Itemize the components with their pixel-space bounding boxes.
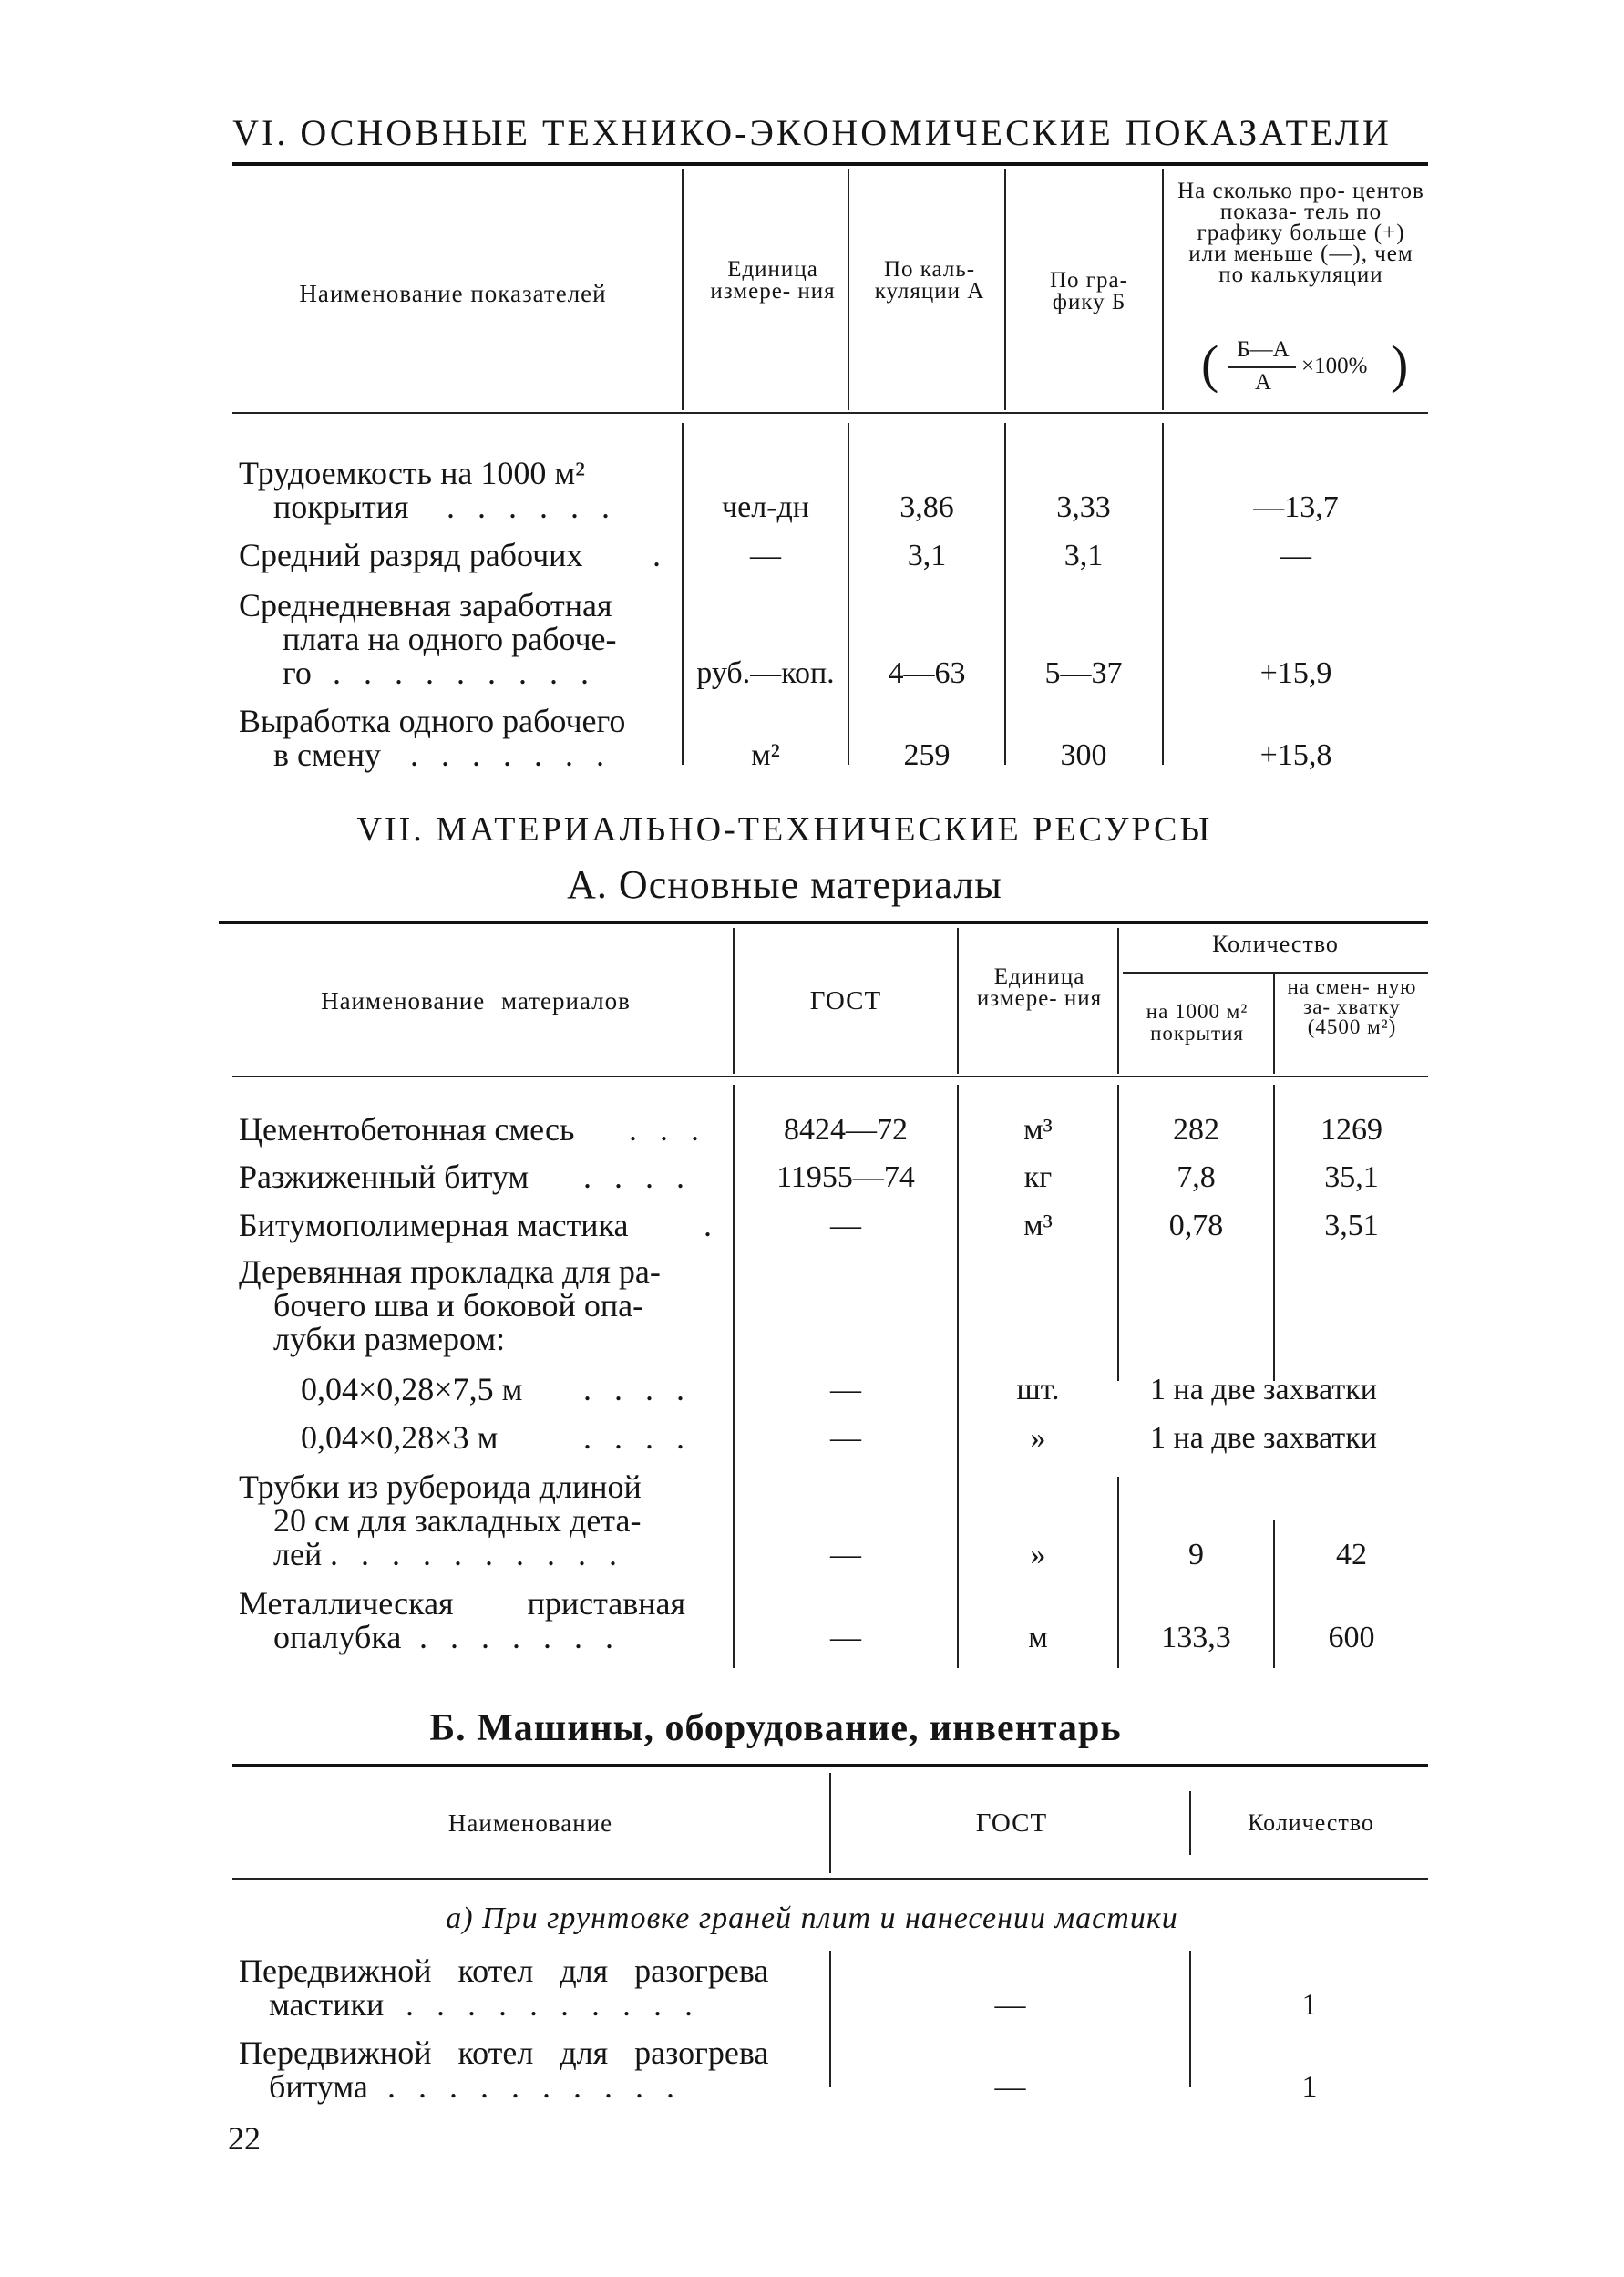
material-unit: шт. bbox=[1016, 1373, 1060, 1406]
table1-header-rule bbox=[232, 412, 1428, 414]
material-gost: 8424—72 bbox=[784, 1113, 908, 1147]
formula-numerator: Б—А bbox=[1237, 337, 1290, 362]
material-qty-span: 1 на две захватки bbox=[1150, 1373, 1377, 1406]
leader-dots: . . . . . . . . . . bbox=[330, 1536, 624, 1572]
material-unit: » bbox=[1030, 1421, 1046, 1455]
table1-vline-4b bbox=[1162, 423, 1164, 765]
row-value-b: 3,1 bbox=[1064, 539, 1104, 572]
material-name-line1: Металлическая приставная bbox=[239, 1585, 686, 1622]
material-name-line1: Трубки из рубероида длиной bbox=[239, 1468, 642, 1505]
leader-dots: . . . . . . . bbox=[419, 1619, 621, 1655]
section7-title: VII. МАТЕРИАЛЬНО-ТЕХНИЧЕСКИЕ РЕСУРСЫ bbox=[356, 810, 1213, 849]
equipment-qty: 1 bbox=[1301, 2070, 1318, 2104]
material-gost: — bbox=[830, 1209, 861, 1242]
equipment-name-line2: мастики bbox=[269, 1986, 385, 2023]
table3-header-name: Наименование bbox=[447, 1809, 613, 1837]
material-qty1000: 7,8 bbox=[1177, 1160, 1216, 1194]
section7-subtitle-a: А. Основные материалы bbox=[567, 862, 1002, 907]
material-gost: — bbox=[830, 1373, 861, 1406]
table1-vline-4 bbox=[1162, 169, 1164, 410]
formula-denominator: А bbox=[1254, 370, 1272, 395]
row-unit: м² bbox=[751, 738, 780, 772]
table2-vline-2 bbox=[957, 928, 959, 1074]
table1-header-graph: По гра- фику Б bbox=[1050, 268, 1128, 314]
leader-dots: . bbox=[653, 537, 668, 573]
material-qtyshift: 42 bbox=[1336, 1538, 1367, 1571]
material-name: Цементобетонная смесь bbox=[239, 1111, 575, 1148]
material-qtyshift: 600 bbox=[1328, 1621, 1375, 1654]
row-unit: чел-дн bbox=[722, 490, 809, 524]
leader-dots: . . . . . . . . . bbox=[333, 654, 596, 691]
material-name: 0,04×0,28×3 м bbox=[301, 1419, 499, 1456]
leader-dots: . . . . . . bbox=[447, 489, 617, 525]
diff-formula bbox=[1201, 335, 1409, 399]
material-qtyshift: 3,51 bbox=[1324, 1209, 1379, 1242]
leader-dots: . . . bbox=[629, 1111, 706, 1148]
leader-dots: . . . . bbox=[583, 1159, 692, 1195]
material-name-line2: опалубка bbox=[273, 1619, 402, 1655]
table1-vline-2 bbox=[848, 169, 849, 410]
table2-header-gost: ГОСТ bbox=[809, 986, 882, 1015]
material-name-line2: бочего шва и боковой опа- bbox=[273, 1287, 644, 1324]
material-gost: 11955—74 bbox=[776, 1160, 915, 1194]
page-number: 22 bbox=[228, 2120, 261, 2157]
section6-title: VI. ОСНОВНЫЕ ТЕХНИКО-ЭКОНОМИЧЕСКИЕ ПОКАЗАТЕЛИ bbox=[232, 112, 1392, 153]
group-a-caption: а) При грунтовке граней плит и нанесении мастики bbox=[446, 1901, 1178, 1935]
row-name-line1: Средний разряд рабочих bbox=[239, 537, 583, 573]
leader-dots: . . . . . . . . . . bbox=[406, 1986, 700, 2023]
material-name-line2: 20 см для закладных дета- bbox=[273, 1502, 642, 1539]
row-diff: —13,7 bbox=[1253, 490, 1339, 524]
row-name-line1: Выработка одного рабочего bbox=[239, 703, 626, 739]
table1-header-diff: На сколько про- центов показа- тель по графику больше (+) или меньше (—), чем по калькуляции bbox=[1177, 179, 1424, 287]
table2-header-qtyshift: на смен- ную за- хватку (4500 м²) bbox=[1287, 975, 1417, 1038]
table1-header-name: Наименование показателей bbox=[299, 280, 607, 307]
row-value-a: 3,1 bbox=[907, 539, 947, 572]
table3-top-rule bbox=[232, 1764, 1428, 1767]
row-name-line2: в смену bbox=[273, 737, 382, 773]
table3-header-qty: Количество bbox=[1248, 1809, 1374, 1836]
table1-vline-1b bbox=[682, 423, 684, 765]
table3-vline-2 bbox=[1189, 1791, 1191, 1855]
table2-top-rule bbox=[219, 921, 1428, 924]
material-gost: — bbox=[830, 1621, 861, 1654]
row-name-line1: Среднедневная заработная bbox=[239, 587, 612, 623]
row-name-line2: плата на одного рабоче- bbox=[283, 621, 617, 657]
table3-header-rule bbox=[232, 1878, 1428, 1880]
table2-vline-4 bbox=[1273, 974, 1275, 1074]
material-qtyshift: 1269 bbox=[1321, 1113, 1382, 1147]
row-unit: — bbox=[750, 539, 781, 572]
table1-header-calc: По каль- куляции А bbox=[874, 257, 985, 304]
row-diff: — bbox=[1280, 539, 1311, 572]
material-unit: м³ bbox=[1023, 1113, 1053, 1147]
material-qty1000: 9 bbox=[1188, 1538, 1204, 1571]
formula-right-paren: ) bbox=[1391, 335, 1409, 394]
material-qty1000: 282 bbox=[1173, 1113, 1219, 1147]
material-name: Битумополимерная мастика bbox=[239, 1207, 629, 1243]
row-name-line1: Трудоемкость на 1000 м² bbox=[239, 455, 585, 491]
material-qtyshift: 35,1 bbox=[1324, 1160, 1379, 1194]
row-unit: руб.—коп. bbox=[696, 656, 835, 690]
row-name-line3: го bbox=[283, 654, 312, 691]
row-value-b: 5—37 bbox=[1044, 656, 1123, 690]
row-value-a: 259 bbox=[903, 738, 951, 772]
table2-header-rule bbox=[232, 1076, 1428, 1077]
material-name-line1: Деревянная прокладка для ра- bbox=[239, 1253, 661, 1290]
material-unit: » bbox=[1030, 1538, 1046, 1571]
leader-dots: . . . . bbox=[583, 1419, 692, 1456]
material-name-line3: лей bbox=[273, 1536, 323, 1572]
table3-vline-1 bbox=[829, 1773, 831, 1873]
row-diff: +15,8 bbox=[1259, 738, 1332, 772]
equipment-qty: 1 bbox=[1301, 1988, 1318, 2022]
table2-header-unit: Единица измере- ния bbox=[976, 964, 1103, 1011]
table2-header-name: Наименование материалов bbox=[321, 987, 631, 1015]
leader-dots: . . . . . . . bbox=[410, 737, 612, 773]
equipment-name-line2: битума bbox=[269, 2068, 368, 2105]
material-name: Разжиженный битум bbox=[239, 1159, 529, 1195]
table2-header-qty: Количество bbox=[1212, 931, 1339, 957]
row-diff: +15,9 bbox=[1259, 656, 1332, 690]
material-gost: — bbox=[830, 1421, 861, 1455]
table2-vline-3 bbox=[1117, 928, 1119, 1074]
formula-left-paren: ( bbox=[1201, 335, 1219, 394]
table3-header-gost: ГОСТ bbox=[975, 1808, 1048, 1838]
equipment-name-line1: Передвижной котел для разогрева bbox=[239, 1952, 769, 1989]
leader-dots: . . . . bbox=[583, 1371, 692, 1407]
row-value-a: 3,86 bbox=[899, 490, 954, 524]
material-qty1000: 133,3 bbox=[1161, 1621, 1231, 1654]
table1-header-unit: Единица измере- ния bbox=[710, 257, 836, 304]
table1-vline-3 bbox=[1004, 169, 1006, 410]
table1-top-rule bbox=[232, 162, 1428, 166]
material-unit: кг bbox=[1023, 1160, 1053, 1194]
leader-dots: . bbox=[704, 1207, 719, 1243]
equipment-name-line1: Передвижной котел для разогрева bbox=[239, 2035, 769, 2071]
equipment-gost: — bbox=[994, 1988, 1026, 2022]
table1-vline-2b bbox=[848, 423, 849, 765]
table2-qty-subrule bbox=[1123, 972, 1428, 974]
table1-vline-3b bbox=[1004, 423, 1006, 765]
material-name-line3: лубки размером: bbox=[273, 1321, 506, 1357]
material-qty-span: 1 на две захватки bbox=[1150, 1421, 1377, 1455]
section7-subtitle-b: Б. Машины, оборудование, инвентарь bbox=[429, 1707, 1122, 1749]
material-qty1000: 0,78 bbox=[1168, 1209, 1224, 1242]
material-name: 0,04×0,28×7,5 м bbox=[301, 1371, 523, 1407]
material-gost: — bbox=[830, 1538, 861, 1571]
row-value-b: 3,33 bbox=[1056, 490, 1111, 524]
table1-vline-1 bbox=[682, 169, 684, 410]
material-unit: м³ bbox=[1023, 1209, 1053, 1242]
formula-fraction-bar bbox=[1228, 366, 1296, 368]
row-value-a: 4—63 bbox=[888, 656, 966, 690]
row-value-b: 300 bbox=[1060, 738, 1107, 772]
equipment-gost: — bbox=[994, 2070, 1026, 2104]
formula-multiplier: ×100% bbox=[1301, 354, 1368, 378]
leader-dots: . . . . . . . . . . bbox=[387, 2068, 682, 2105]
table2-vline-1 bbox=[733, 928, 735, 1074]
material-unit: м bbox=[1028, 1621, 1048, 1654]
row-name-line2: покрытия bbox=[273, 489, 409, 525]
table2-header-qty1000: на 1000 м² покрытия bbox=[1146, 1000, 1249, 1045]
